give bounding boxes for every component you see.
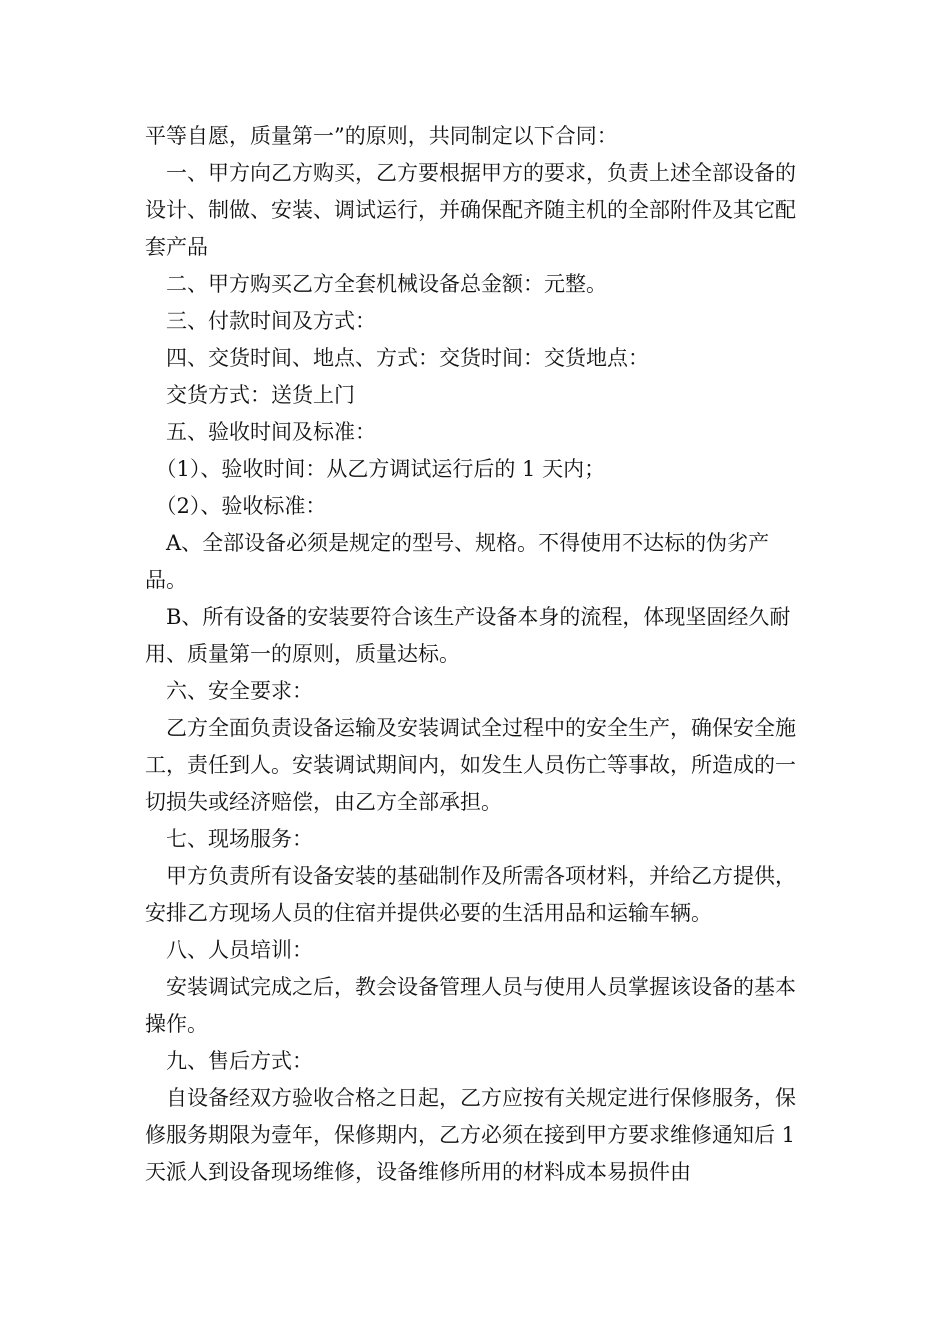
- clause-4: 四、交货时间、地点、方式：交货时间：交货地点：: [145, 346, 649, 370]
- clause-5-item-2: （2）、验收标准：: [145, 494, 327, 518]
- clause-7: 七、现场服务：: [145, 827, 313, 851]
- clause-1: 一、甲方向乙方购买，乙方要根据甲方的要求，负责上述全部设备的设计、制做、安装、调试运行，并确保配齐随主机的全部附件及其它配套产品: [145, 161, 796, 259]
- document-body: [145, 118, 810, 1191]
- clause-7-body: 甲方负责所有设备安装的基础制作及所需各项材料，并给乙方提供，安排乙方现场人员的住宿并提供必要的生活用品和运输车辆。: [145, 864, 796, 925]
- clause-5-standard-b: B、所有设备的安装要符合该生产设备本身的流程，体现坚固经久耐用、质量第一的原则，质量达标。: [145, 605, 791, 666]
- clause-3: 三、付款时间及方式：: [145, 309, 376, 333]
- clause-5: 五、验收时间及标准：: [145, 420, 376, 444]
- clause-8: 八、人员培训：: [145, 938, 313, 962]
- clause-6-body: 乙方全面负责设备运输及安装调试全过程中的安全生产，确保安全施工，责任到人。安装调试期间内，如发生人员伤亡等事故，所造成的一切损失或经济赔偿，由乙方全部承担。: [145, 716, 796, 814]
- paragraph-principle: 平等自愿，质量第一”的原则，共同制定以下合同：: [145, 124, 618, 148]
- clause-9: 九、售后方式：: [145, 1049, 313, 1073]
- clause-2: 二、甲方购买乙方全套机械设备总金额：元整。: [145, 272, 607, 296]
- clause-9-body: 自设备经双方验收合格之日起，乙方应按有关规定进行保修服务，保修服务期限为壹年，保修期内，乙方必须在接到甲方要求维修通知后 1 天派人到设备现场维修，设备维修所用的材料成本易损件由: [145, 1086, 796, 1184]
- clause-6: 六、安全要求：: [145, 679, 313, 703]
- clause-5-standard-a: A、全部设备必须是规定的型号、规格。不得使用不达标的伪劣产品。: [145, 531, 770, 592]
- clause-5-item-1: （1）、验收时间：从乙方调试运行后的 1 天内；: [145, 457, 606, 481]
- clause-8-body: 安装调试完成之后，教会设备管理人员与使用人员掌握该设备的基本操作。: [145, 975, 796, 1036]
- clause-4-delivery-method: 交货方式：送货上门: [145, 383, 355, 407]
